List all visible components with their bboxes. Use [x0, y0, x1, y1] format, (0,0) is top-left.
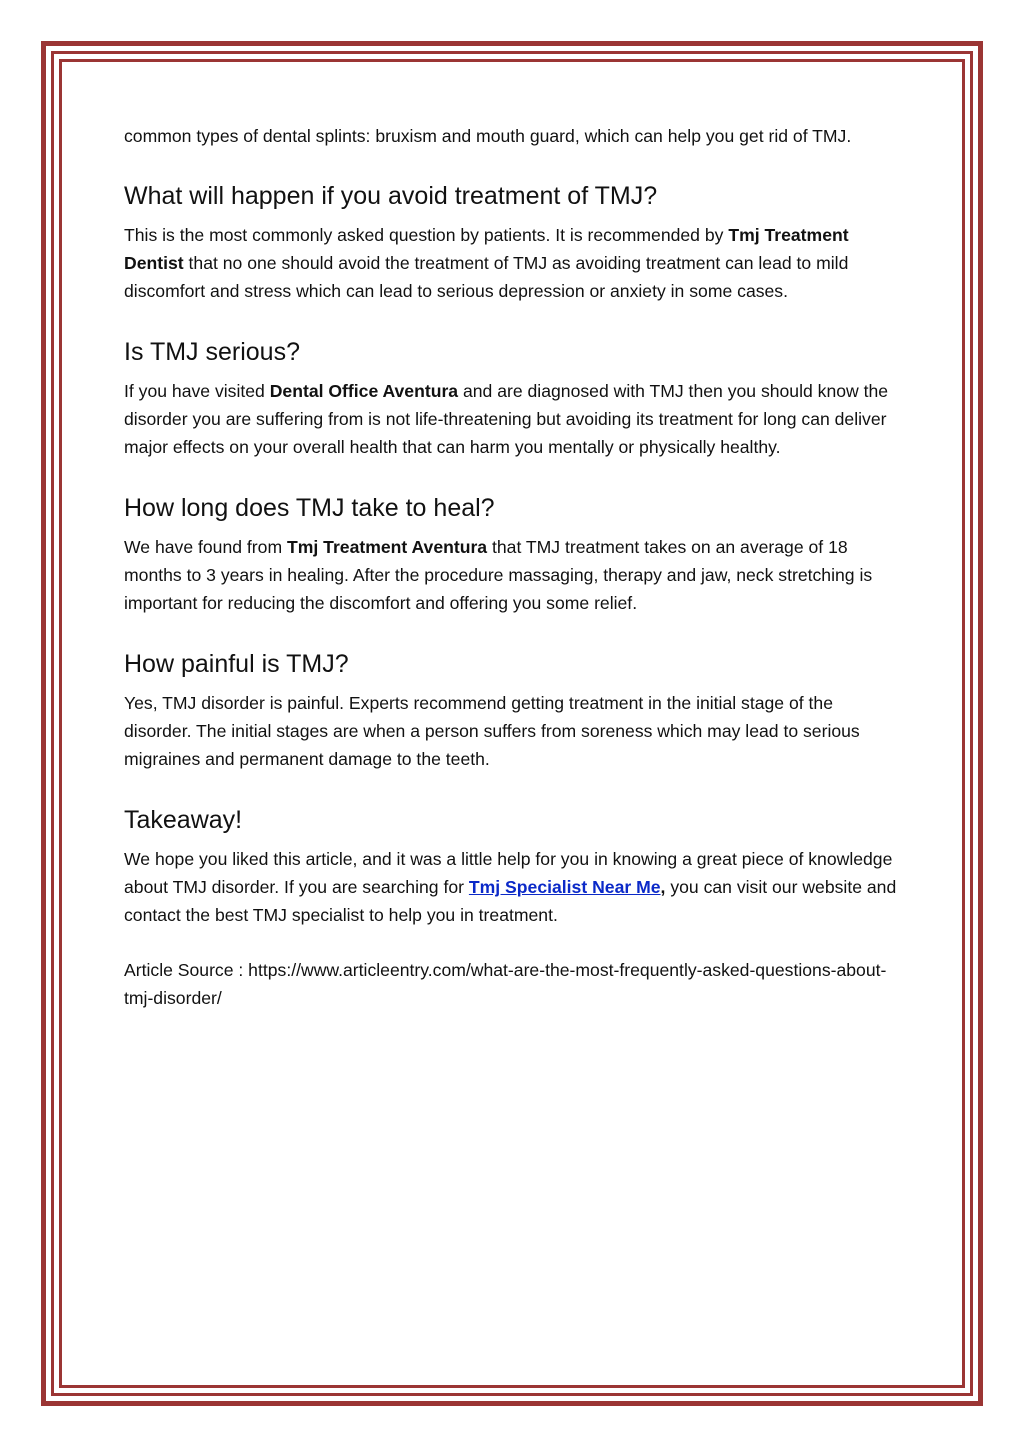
- paragraph-text: that no one should avoid the treatment of TMJ as avoiding treatment can lead to mild discomfort and stress which can lead to serious depression or anxiety in some cases.: [124, 253, 849, 301]
- section-how-painful: [124, 648, 904, 773]
- comma: ,: [660, 877, 666, 897]
- paragraph-text: We hope you liked this article, and it was a little help for you in knowing a great piece of knowledge about TMJ disorder. If you are searching for: [124, 849, 893, 897]
- section-heading: What will happen if you avoid treatment of TMJ?: [124, 182, 658, 210]
- section-avoid-treatment: [124, 180, 904, 305]
- section-heading: Is TMJ serious?: [124, 338, 300, 366]
- bold-keyword: Tmj Treatment Aventura: [287, 537, 488, 557]
- paragraph-text: If you have visited: [124, 381, 270, 401]
- intro-paragraph: common types of dental splints: bruxism and mouth guard, which can help you get rid of TMJ.: [124, 126, 852, 146]
- section-paragraph: [124, 377, 904, 461]
- article-body: [124, 122, 904, 1012]
- section-heal-time: [124, 492, 904, 617]
- section-heading: How long does TMJ take to heal?: [124, 494, 495, 522]
- section-paragraph: [124, 221, 904, 305]
- section-is-tmj-serious: [124, 336, 904, 461]
- section-heading: Takeaway!: [124, 806, 243, 834]
- paragraph-text: that TMJ treatment takes on an average of 18 months to 3 years in healing. After the procedure massaging, therapy and jaw, neck stretching is important for reducing the discomfort and offering you some relief.: [124, 537, 873, 613]
- specialist-link[interactable]: Tmj Specialist Near Me: [468, 877, 661, 897]
- section-paragraph: [124, 533, 904, 617]
- section-heading: How painful is TMJ?: [124, 650, 349, 678]
- article-source: Article Source : https://www.articleentry.com/what-are-the-most-frequently-asked-questions-about-tmj-disorder/: [124, 960, 887, 1008]
- paragraph-text: you can visit our website and contact the best TMJ specialist to help you in treatment.: [124, 877, 897, 925]
- paragraph-text: This is the most commonly asked question by patients. It is recommended by: [124, 225, 729, 245]
- paragraph-text: and are diagnosed with TMJ then you should know the disorder you are suffering from is not life-threatening but avoiding its treatment for long can deliver major effects on your overall health that can harm you mentally or physically healthy.: [124, 381, 889, 457]
- section-paragraph: Yes, TMJ disorder is painful. Experts recommend getting treatment in the initial stage of the disorder. The initial stages are when a person suffers from soreness which may lead to serious migraines and permanent damage to the teeth.: [124, 693, 860, 769]
- section-takeaway: [124, 804, 904, 929]
- section-paragraph: [124, 845, 904, 929]
- bold-keyword: Tmj Treatment Dentist: [124, 225, 849, 273]
- bold-keyword: Dental Office Aventura: [269, 381, 459, 401]
- paragraph-text: We have found from: [124, 537, 287, 557]
